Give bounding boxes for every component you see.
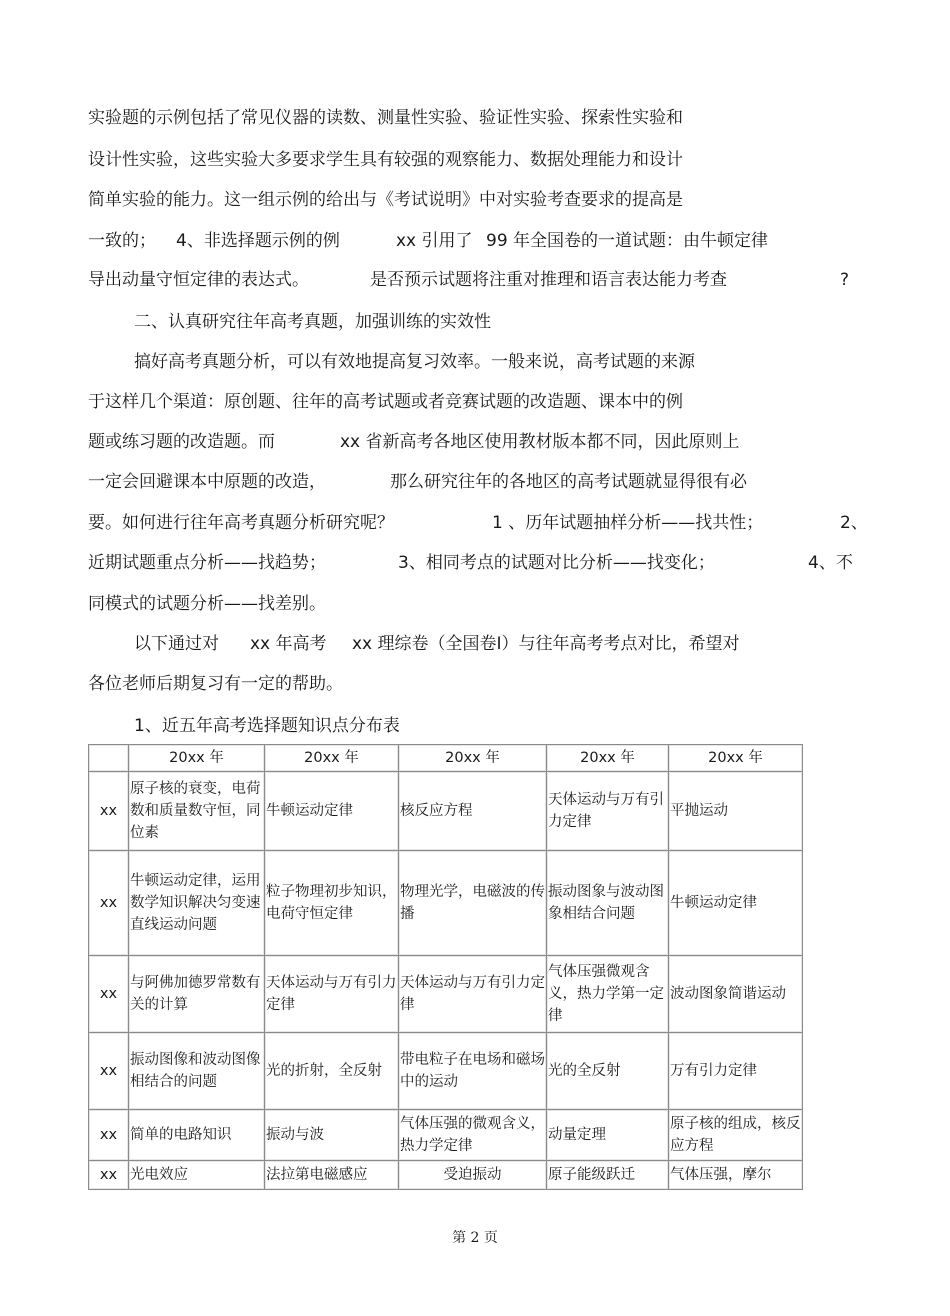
table-row <box>89 772 803 851</box>
year-cell: xx <box>89 1110 129 1161</box>
text-segment: 4、不 <box>808 553 853 573</box>
table-cell: 原子核的衰变，电荷数和质量数守恒，同位素 <box>129 772 265 851</box>
table-cell: 牛顿运动定律 <box>265 772 399 851</box>
table-cell: 气体压强的微观含义，热力学定律 <box>399 1110 547 1161</box>
year-cell: xx <box>89 1161 129 1190</box>
table-cell: 动量定理 <box>547 1110 669 1161</box>
text-line-7 <box>134 346 874 378</box>
text-segment: xx 年高考 <box>250 634 327 654</box>
text-segment: xx 理综卷（全国卷Ⅰ）与往年高考考点对比，希望对 <box>352 634 740 654</box>
text-segment: 那么研究往年的各地区的高考试题就显得很有必 <box>390 472 747 492</box>
text-line-5 <box>88 264 868 296</box>
knowledge-point-table <box>88 744 803 1190</box>
header-cell: 20xx 年 <box>399 745 547 772</box>
page-number: 第 2 页 <box>452 1230 498 1246</box>
text-segment: 4、非选择题示例的例 <box>176 231 340 251</box>
text-segment: 3、相同考点的试题对比分析——找变化； <box>398 553 715 573</box>
text-segment: 是否预示试题将注重对推理和语言表达能力考查 <box>370 270 727 290</box>
table-row <box>89 1110 803 1161</box>
text-segment: 1 、历年试题抽样分析——找共性； <box>492 513 764 533</box>
text-line-1 <box>88 102 868 134</box>
year-cell: xx <box>89 956 129 1033</box>
header-cell: 20xx 年 <box>547 745 669 772</box>
table-cell: 物理光学，电磁波的传播 <box>399 851 547 956</box>
text-segment: 2、 <box>840 513 868 533</box>
text-segment: 近期试题重点分析——找趋势； <box>88 553 326 573</box>
table-cell: 天体运动与万有引力定律 <box>399 956 547 1033</box>
text-segment: 99 年全国卷的一道试题：由牛顿定律 <box>486 231 769 251</box>
table-cell: 振动图象与波动图象相结合问题 <box>547 851 669 956</box>
table-cell: 牛顿运动定律，运用数学知识解决匀变速直线运动问题 <box>129 851 265 956</box>
text-segment: 搞好高考真题分析，可以有效地提高复习效率。一般来说，高考试题的来源 <box>134 352 695 372</box>
table-row <box>89 956 803 1033</box>
table-cell: 核反应方程 <box>399 772 547 851</box>
text-line-8 <box>88 386 868 418</box>
text-line-15 <box>88 668 868 700</box>
text-line-3 <box>88 184 868 216</box>
table-cell: 振动与波 <box>265 1110 399 1161</box>
table-cell: 平抛运动 <box>669 772 803 851</box>
table-row <box>89 851 803 956</box>
table-cell: 气体压强微观含义，热力学第一定律 <box>547 956 669 1033</box>
text-segment: 以下通过对 <box>134 634 219 654</box>
text-segment: 于这样几个渠道：原创题、往年的高考试题或者竞赛试题的改造题、课本中的例 <box>88 392 683 412</box>
year-cell: xx <box>89 1033 129 1110</box>
header-cell <box>89 745 129 772</box>
table-cell: 受迫振动 <box>399 1161 547 1190</box>
text-line-13 <box>88 588 868 620</box>
text-line-12 <box>88 547 868 579</box>
table-cell: 原子核的组成，核反应方程 <box>669 1110 803 1161</box>
text-segment: 导出动量守恒定律的表达式。 <box>88 270 309 290</box>
table-cell: 粒子物理初步知识，电荷守恒定律 <box>265 851 399 956</box>
table-row <box>89 1161 803 1190</box>
table-title: 1、近五年高考选择题知识点分布表 <box>134 716 400 736</box>
text-line-14 <box>134 628 874 660</box>
table-cell: 万有引力定律 <box>669 1033 803 1110</box>
text-segment: 实验题的示例包括了常见仪器的读数、测量性实验、验证性实验、探索性实验和 <box>88 108 683 128</box>
year-cell: xx <box>89 772 129 851</box>
text-line-10 <box>88 466 868 498</box>
table-cell: 法拉第电磁感应 <box>265 1161 399 1190</box>
table-cell: 波动图象简谐运动 <box>669 956 803 1033</box>
text-segment: 要。如何进行往年高考真题分析研究呢？ <box>88 513 394 533</box>
header-cell: 20xx 年 <box>129 745 265 772</box>
table-cell: 天体运动与万有引力定律 <box>547 772 669 851</box>
text-segment: 简单实验的能力。这一组示例的给出与《考试说明》中对实验考查要求的提高是 <box>88 190 683 210</box>
text-segment: xx 引用了 <box>396 231 473 251</box>
text-segment: 各位老师后期复习有一定的帮助。 <box>88 674 343 694</box>
text-segment: 题或练习题的改造题。而 <box>88 432 275 452</box>
table-row <box>89 1033 803 1110</box>
table-cell: 与阿佛加德罗常数有关的计算 <box>129 956 265 1033</box>
year-cell: xx <box>89 851 129 956</box>
table-cell: 原子能级跃迁 <box>547 1161 669 1190</box>
header-cell: 20xx 年 <box>265 745 399 772</box>
table-cell: 光电效应 <box>129 1161 265 1190</box>
table-cell: 气体压强，摩尔 <box>669 1161 803 1190</box>
header-cell: 20xx 年 <box>669 745 803 772</box>
text-line-11 <box>88 507 868 539</box>
table-cell: 简单的电路知识 <box>129 1110 265 1161</box>
table-cell: 光的折射，全反射 <box>265 1033 399 1110</box>
text-line-9 <box>88 426 868 458</box>
text-segment: 同模式的试题分析——找差别。 <box>88 594 326 614</box>
table-cell: 牛顿运动定律 <box>669 851 803 956</box>
section-heading: 二、认真研究往年高考真题，加强训练的实效性 <box>134 312 491 332</box>
text-segment: 设计性实验，这些实验大多要求学生具有较强的观察能力、数据处理能力和设计 <box>88 150 683 170</box>
table-cell: 天体运动与万有引力定律 <box>265 956 399 1033</box>
table-cell: 振动图像和波动图像相结合的问题 <box>129 1033 265 1110</box>
text-line-2 <box>88 144 868 176</box>
text-segment: 一定会回避课本中原题的改造， <box>88 472 326 492</box>
text-line-4 <box>88 225 868 257</box>
table-cell: 光的全反射 <box>547 1033 669 1110</box>
table-header-row <box>89 745 803 772</box>
text-segment: xx 省新高考各地区使用教材版本都不同，因此原则上 <box>340 432 740 452</box>
text-segment: 一致的； <box>88 231 156 251</box>
text-segment: ? <box>840 270 850 290</box>
table-cell: 带电粒子在电场和磁场中的运动 <box>399 1033 547 1110</box>
